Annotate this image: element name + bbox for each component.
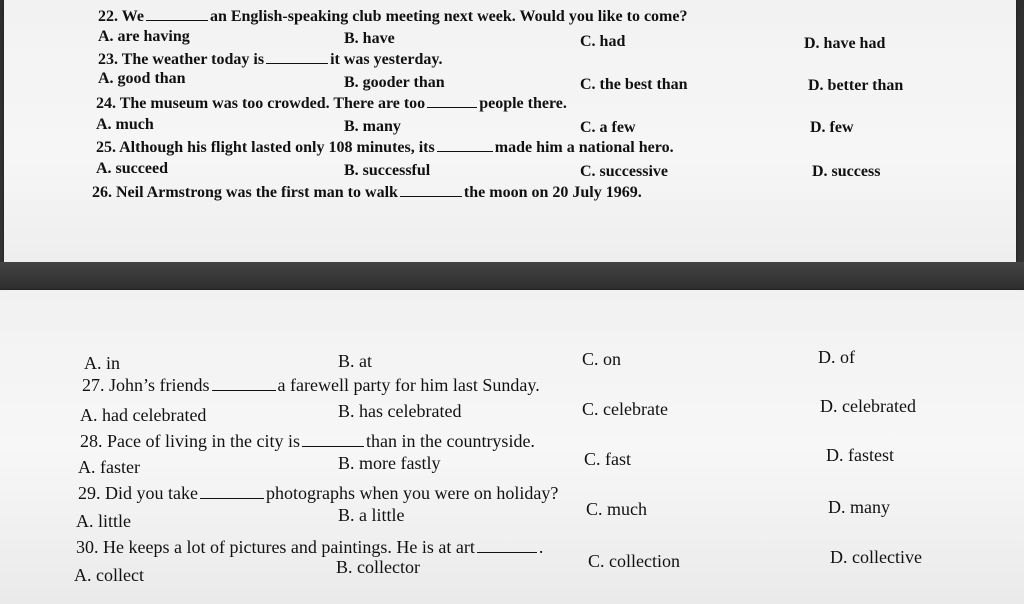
question-28-stem-end: than in the countryside.	[365, 431, 535, 451]
question-27-option-b[interactable]: B. has celebrated	[338, 401, 462, 421]
question-28-option-a[interactable]: A. faster	[78, 457, 140, 477]
question-22-option-c[interactable]: C. had	[580, 33, 626, 50]
worksheet-page-top	[4, 0, 1016, 262]
question-24-stem	[96, 93, 567, 114]
question-30-blank[interactable]	[477, 538, 537, 553]
question-29-option-d[interactable]: D. many	[828, 497, 890, 517]
question-23-option-d[interactable]: D. better than	[808, 77, 904, 94]
question-25-option-d[interactable]: D. success	[812, 163, 881, 180]
question-29-option-c[interactable]: C. much	[586, 499, 647, 519]
question-23-option-a[interactable]: A. good than	[98, 70, 186, 87]
question-27-stem	[82, 374, 540, 396]
question-24-stem-end: people there.	[479, 95, 567, 112]
question-29-option-a[interactable]: A. little	[76, 511, 131, 531]
question-27-option-c[interactable]: C. celebrate	[582, 399, 668, 419]
question-26-blank[interactable]	[400, 182, 462, 197]
question-25-option-c[interactable]: C. successive	[580, 163, 668, 180]
question-30-option-b[interactable]: B. collector	[336, 557, 420, 577]
question-23-option-c[interactable]: C. the best than	[580, 76, 688, 93]
question-26-option-d[interactable]: D. of	[818, 347, 855, 367]
question-27-stem-end: a farewell party for him last Sunday.	[277, 375, 540, 395]
question-26-option-c[interactable]: C. on	[582, 349, 622, 369]
question-28-stem-start: 28. Pace of living in the city is	[80, 431, 300, 451]
question-30-stem-end: .	[538, 537, 544, 557]
question-22-option-d[interactable]: D. have had	[804, 35, 886, 52]
question-25-blank[interactable]	[437, 137, 493, 152]
question-30-option-d[interactable]: D. collective	[830, 547, 922, 567]
question-28-option-b[interactable]: B. more fastly	[338, 453, 441, 473]
question-28-option-d[interactable]: D. fastest	[826, 445, 894, 465]
question-22-stem-start: 22. We	[98, 8, 144, 25]
question-30-stem-start: 30. He keeps a lot of pictures and paintings. He is at art	[76, 537, 475, 557]
question-25-option-b[interactable]: B. successful	[344, 162, 431, 179]
question-28-option-c[interactable]: C. fast	[584, 449, 631, 469]
worksheet-page-bottom	[0, 290, 1024, 604]
question-23-option-b[interactable]: B. gooder than	[344, 74, 445, 91]
question-28-blank[interactable]	[302, 432, 364, 447]
question-23-stem-start: 23. The weather today is	[98, 51, 265, 68]
question-26-option-a[interactable]: A. in	[84, 353, 120, 373]
question-22-stem-end: an English-speaking club meeting next week. Would you like to come?	[209, 8, 688, 25]
question-23-blank[interactable]	[266, 49, 328, 64]
question-26-option-b[interactable]: B. at	[338, 351, 372, 371]
question-29-blank[interactable]	[200, 484, 264, 499]
question-29-stem-end: photographs when you were on holiday?	[265, 483, 559, 503]
question-26-stem-start: 26. Neil Armstrong was the first man to walk	[92, 184, 398, 201]
page-gap	[0, 262, 1024, 290]
question-27-option-d[interactable]: D. celebrated	[820, 396, 916, 416]
question-25-option-a[interactable]: A. succeed	[96, 160, 168, 177]
question-24-option-b[interactable]: B. many	[344, 118, 401, 135]
question-27-stem-start: 27. John’s friends	[82, 375, 210, 395]
question-23-stem-end: it was yesterday.	[330, 51, 443, 68]
question-29-stem	[78, 482, 558, 504]
question-25-stem-end: made him a national hero.	[494, 139, 674, 156]
question-25-stem	[96, 137, 674, 158]
question-24-stem-start: 24. The museum was too crowded. There are too	[96, 95, 426, 112]
question-22-blank[interactable]	[146, 6, 208, 21]
question-22-option-a[interactable]: A. are having	[98, 28, 190, 45]
question-29-option-b[interactable]: B. a little	[338, 505, 405, 525]
question-22-option-b[interactable]: B. have	[344, 30, 395, 47]
question-24-option-c[interactable]: C. a few	[580, 119, 636, 136]
question-30-option-a[interactable]: A. collect	[74, 565, 144, 585]
question-26-stem-end: the moon on 20 July 1969.	[463, 184, 642, 201]
question-24-option-a[interactable]: A. much	[96, 116, 154, 133]
question-26-stem	[92, 182, 642, 203]
question-29-stem-start: 29. Did you take	[78, 483, 198, 503]
question-27-option-a[interactable]: A. had celebrated	[80, 405, 207, 425]
question-24-blank[interactable]	[427, 93, 477, 108]
question-30-option-c[interactable]: C. collection	[588, 551, 680, 571]
question-30-stem	[76, 536, 543, 558]
question-25-stem-start: 25. Although his flight lasted only 108 minutes, its	[96, 139, 435, 156]
question-23-stem	[98, 49, 443, 70]
question-28-stem	[80, 430, 535, 452]
question-27-blank[interactable]	[212, 376, 276, 391]
question-22-stem	[98, 6, 687, 27]
question-24-option-d[interactable]: D. few	[810, 119, 854, 136]
